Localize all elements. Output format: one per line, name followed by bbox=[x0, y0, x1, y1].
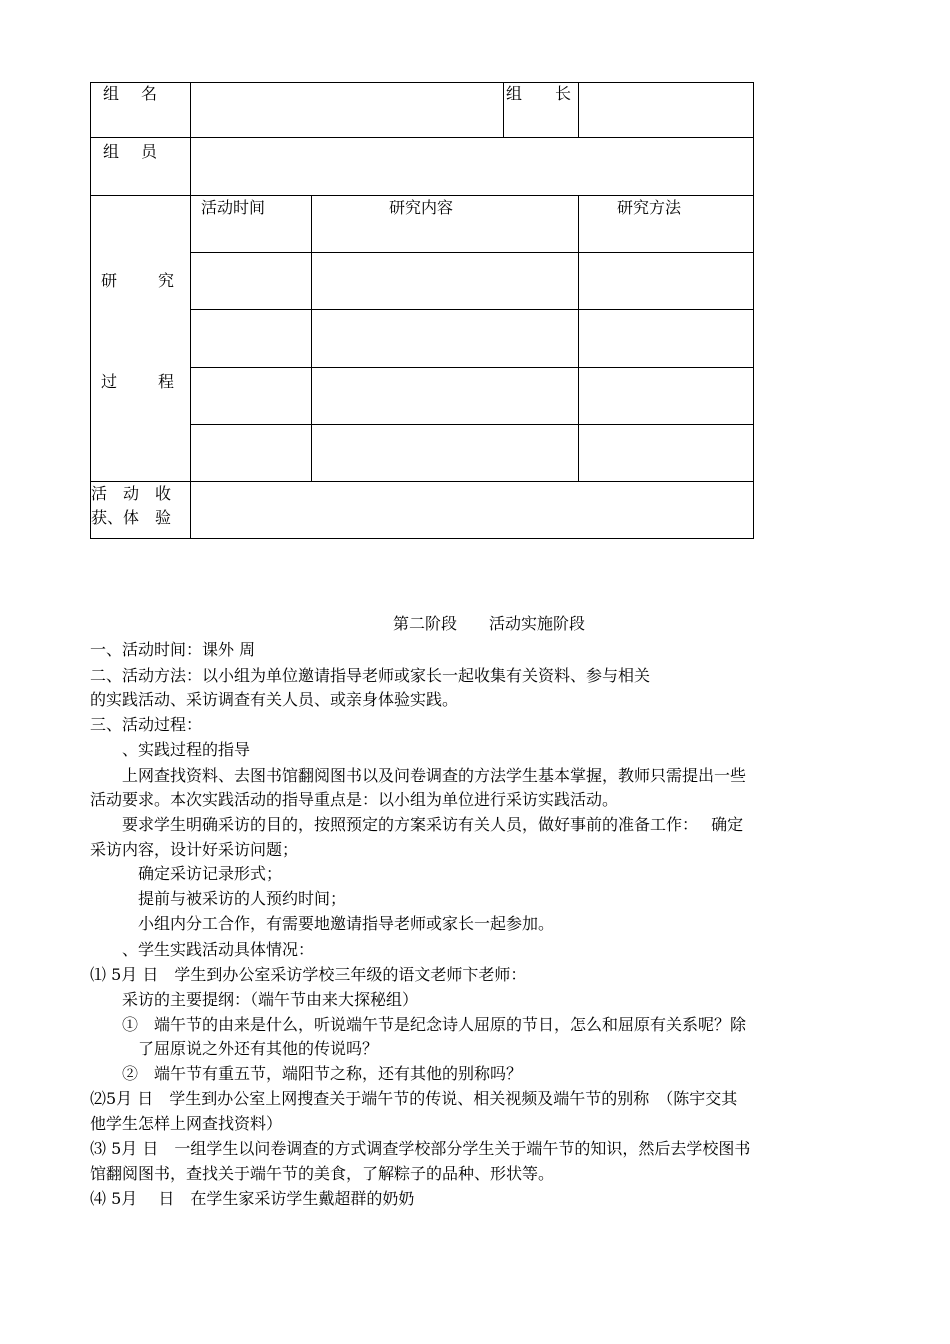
group-name-label: 组 bbox=[103, 84, 120, 103]
table-border-right bbox=[753, 82, 754, 539]
paragraph-line: 采访内容，设计好采访问题； bbox=[90, 840, 299, 859]
paragraph-line: 、学生实践活动具体情况： bbox=[90, 940, 315, 959]
table-col-rule bbox=[311, 195, 312, 482]
paragraph-line: ② 端午节有重五节，端阳节之称，还有其他的别称吗？ bbox=[90, 1064, 523, 1083]
paragraph-line: 提前与被采访的人预约时间； bbox=[90, 889, 347, 908]
paragraph-line: 小组内分工合作，有需要地邀请指导老师或家长一起参加。 bbox=[90, 914, 555, 933]
table-rule bbox=[190, 424, 754, 425]
paragraph-line: 上网查找资料、去图书馆翻阅图书以及问卷调查的方法学生基本掌握，教师只需提出一些 bbox=[90, 766, 747, 785]
col-header-content: 研究内容 bbox=[389, 198, 454, 217]
harvest-label: 活 动 收 bbox=[91, 484, 172, 503]
paragraph-line: 确定采访记录形式； bbox=[90, 864, 283, 883]
table-rule bbox=[190, 309, 754, 310]
stage-title: 第二阶段 活动实施阶段 bbox=[393, 614, 586, 633]
paragraph-line: 他学生怎样上网查找资料） bbox=[90, 1114, 283, 1133]
paragraph-line: 活动要求。本次实践活动的指导重点是：以小组为单位进行采访实践活动。 bbox=[90, 790, 619, 809]
members-label: 员 bbox=[141, 142, 158, 161]
process-label: 程 bbox=[158, 372, 175, 391]
table-col-rule bbox=[190, 82, 191, 539]
paragraph-line: 要求学生明确采访的目的，按照预定的方案采访有关人员，做好事前的准备工作： 确定 bbox=[90, 815, 744, 834]
paragraph-line: ⑴ 5月 日 学生到办公室采访学校三年级的语文老师卞老师： bbox=[90, 965, 527, 984]
harvest-label: 获、体 验 bbox=[91, 508, 172, 527]
table-rule bbox=[190, 367, 754, 368]
paragraph-line: ⑶ 5月 日 一组学生以问卷调查的方式调查学校部分学生关于端午节的知识，然后去学校图书 bbox=[90, 1139, 751, 1158]
paragraph-line: ⑷ 5月 日 在学生家采访学生戴超群的奶奶 bbox=[90, 1189, 415, 1208]
members-label: 组 bbox=[103, 142, 120, 161]
paragraph-line: 三、活动过程： bbox=[90, 715, 203, 734]
paragraph-line: 、实践过程的指导 bbox=[90, 740, 251, 759]
col-header-method: 研究方法 bbox=[617, 198, 682, 217]
table-border-left bbox=[90, 82, 91, 539]
paragraph-line: 的实践活动、采访调查有关人员、或亲身体验实践。 bbox=[90, 690, 459, 709]
paragraph-line: 采访的主要提纲：（端午节由来大探秘组） bbox=[90, 990, 419, 1009]
table-col-rule bbox=[503, 82, 504, 138]
paragraph-line: 一、活动时间：课外 周 bbox=[90, 640, 256, 659]
paragraph-line: 了屈原说之外还有其他的传说吗？ bbox=[90, 1039, 379, 1058]
process-label: 过 bbox=[101, 372, 118, 391]
paragraph-line: 二、活动方法：以小组为单位邀请指导老师或家长一起收集有关资料、参与相关 bbox=[90, 666, 651, 685]
col-header-time: 活动时间 bbox=[201, 198, 266, 217]
table-col-rule bbox=[578, 195, 579, 482]
paragraph-line: 馆翻阅图书，查找关于端午节的美食，了解粽子的品种、形状等。 bbox=[90, 1164, 555, 1183]
group-name-label: 名 bbox=[141, 84, 158, 103]
paragraph-line: ⑵5月 日 学生到办公室上网搜查关于端午节的传说、相关视频及端午节的别称 （陈宇交其 bbox=[90, 1089, 738, 1108]
leader-label: 长 bbox=[555, 84, 572, 103]
process-label: 究 bbox=[158, 271, 175, 290]
table-rule bbox=[190, 252, 754, 253]
paragraph-line: ① 端午节的由来是什么，听说端午节是纪念诗人屈原的节日，怎么和屈原有关系呢？除 bbox=[90, 1015, 747, 1034]
leader-label: 组 bbox=[506, 84, 523, 103]
table-col-rule bbox=[578, 82, 579, 138]
process-label: 研 bbox=[101, 271, 118, 290]
